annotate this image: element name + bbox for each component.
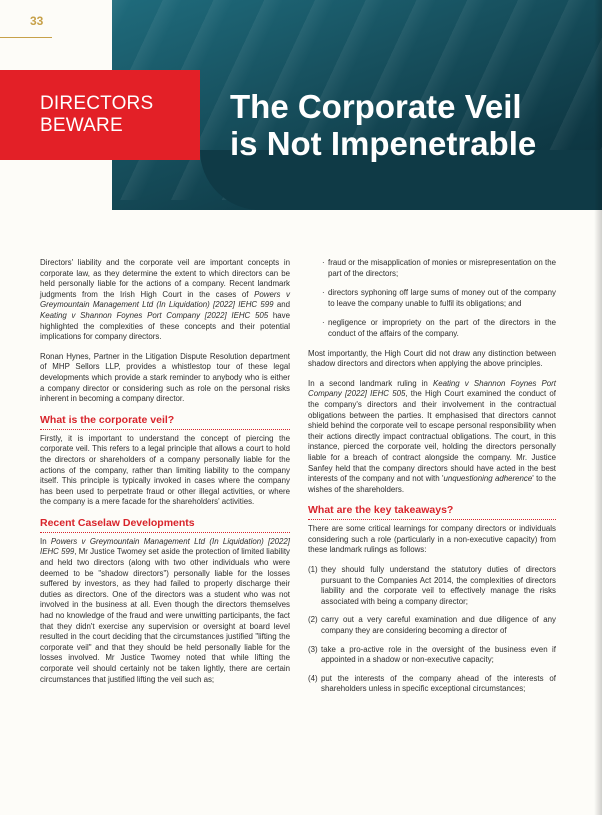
heading-corporate-veil: What is the corporate veil? [40, 414, 290, 430]
section-kicker [40, 93, 200, 137]
heading-caselaw: Recent Caselaw Developments [40, 517, 290, 533]
page-edge-shadow [594, 0, 602, 815]
heading-takeaways: What are the key takeaways? [308, 504, 556, 520]
corporate-veil-paragraph: Firstly, it is important to understand the concept of piercing the corporate veil. This refers to a legal principle that allows a court to hold the directors or shareholders of a company personally liable for the actions of the company, rather than limiting liability to the company itself. This principle is typically invoked in cases where the company has been used to perpetrate fraud or other illegal activities, or where the company is a mere facade for the shareholders' activities. [40, 433, 290, 507]
page-number-rule [0, 37, 52, 38]
list-item: · directors syphoning off large sums of money out of the company to leave the company unable to fulfil its obligations; and [322, 288, 556, 308]
list-item: (2) carry out a very careful examination and due diligence of any company they are considering becoming a director of [308, 615, 556, 636]
title-line-2: is Not Impenetrable [230, 125, 537, 162]
list-item: · negligence or impropriety on the part of the directors in the conduct of the affairs of the company. [322, 318, 556, 338]
author-paragraph: Ronan Hynes, Partner in the Litigation Dispute Resolution department of MHP Sellors LLP, provides a whistlestop tour of these legal developments which provide a stark reminder to anybody who is either a company director or considering such as role on the personal risks inherent in becoming a company director. [40, 351, 290, 404]
page-number-box [0, 0, 112, 38]
title-line-1: The Corporate Veil [230, 88, 522, 125]
kicker-line-1: DIRECTORS [40, 93, 154, 114]
caselaw-paragraph: In Powers v Greymountain Management Ltd (In Liquidation) [2022] IEHC 599, Mr Justice Twomey set aside the protection of limited liability and held two directors (along with two other individuals who were deemed to be "shadow directors") personally liable for the losses suffered by investors, as they had failed to properly discharge their duties as directors. One of the directors was a student who was not involved in the business at all. Even though the directors themselves had no knowledge of the fraud and were unwitting participants, the fact that they didn't exercise any supervision or oversight at board level resulted in the court deciding that the circumstances justified "lifting the corporate veil" and that they should be held personally liable for the losses involved. Mr Justice Twomey noted that while lifting the corporate veil should certainly not be taken lightly, there are certain circumstances that justified lifting the veil such as; [40, 536, 290, 684]
kicker-line-2: BEWARE [40, 115, 123, 136]
list-item: (1) they should fully understand the statutory duties of directors pursuant to the Companies Act 2014, the complexities of directors liability and the corporate veil to effectively manage the risks associated with being a company director; [308, 565, 556, 606]
list-item: (3) take a pro-active role in the oversight of the business even if appointed in a shadow or non-executive capacity; [308, 644, 556, 665]
takeaways-intro: There are some critical learnings for company directors or individuals considering such a role (particularly in a non-executive capacity) from these landmark rulings as follows: [308, 524, 556, 555]
right-column [308, 258, 556, 703]
page-number: 33 [30, 14, 44, 28]
shadow-directors-paragraph: Most importantly, the High Court did not draw any distinction between shadow directors and directors when applying the above principles. [308, 348, 556, 369]
keating-paragraph: In a second landmark ruling in Keating v Shannon Foynes Port Company [2022] IEHC 505, the High Court examined the conduct of the company's directors and their involvement in the contractual obligations between the parties. It emphasised that directors cannot shield behind the corporate veil to escape personal responsibility when their actions directly impact contractual obligations. The court, in this instance, pierced the corporate veil, holding the directors personally liable for a breach of contract alongside the company. Mr. Justice Sanfey held that the company directors should have acted in the best interests of the company and not with 'unquestioning adherence' to the wishes of the shareholders. [308, 378, 556, 494]
article-title [230, 88, 590, 162]
list-item: (4) put the interests of the company ahead of the interests of shareholders unless in specific exceptional circumstances; [308, 673, 556, 694]
intro-paragraph: Directors' liability and the corporate veil are important concepts in corporate law, as they determine the extent to which directors can be held personally liable for the actions of a company. Recent landmark judgments from the Irish High Court in the cases of Powers v Greymountain Management Ltd (In Liquidation) [2022] IEHC 599 and Keating v Shannon Foynes Port Company [2022] IEHC 505 have highlighted the complexities of these concepts and their potential implications for company directors. [40, 258, 290, 342]
list-item: · fraud or the misapplication of monies or misrepresentation on the part of the directors; [322, 258, 556, 278]
left-column [40, 258, 290, 694]
